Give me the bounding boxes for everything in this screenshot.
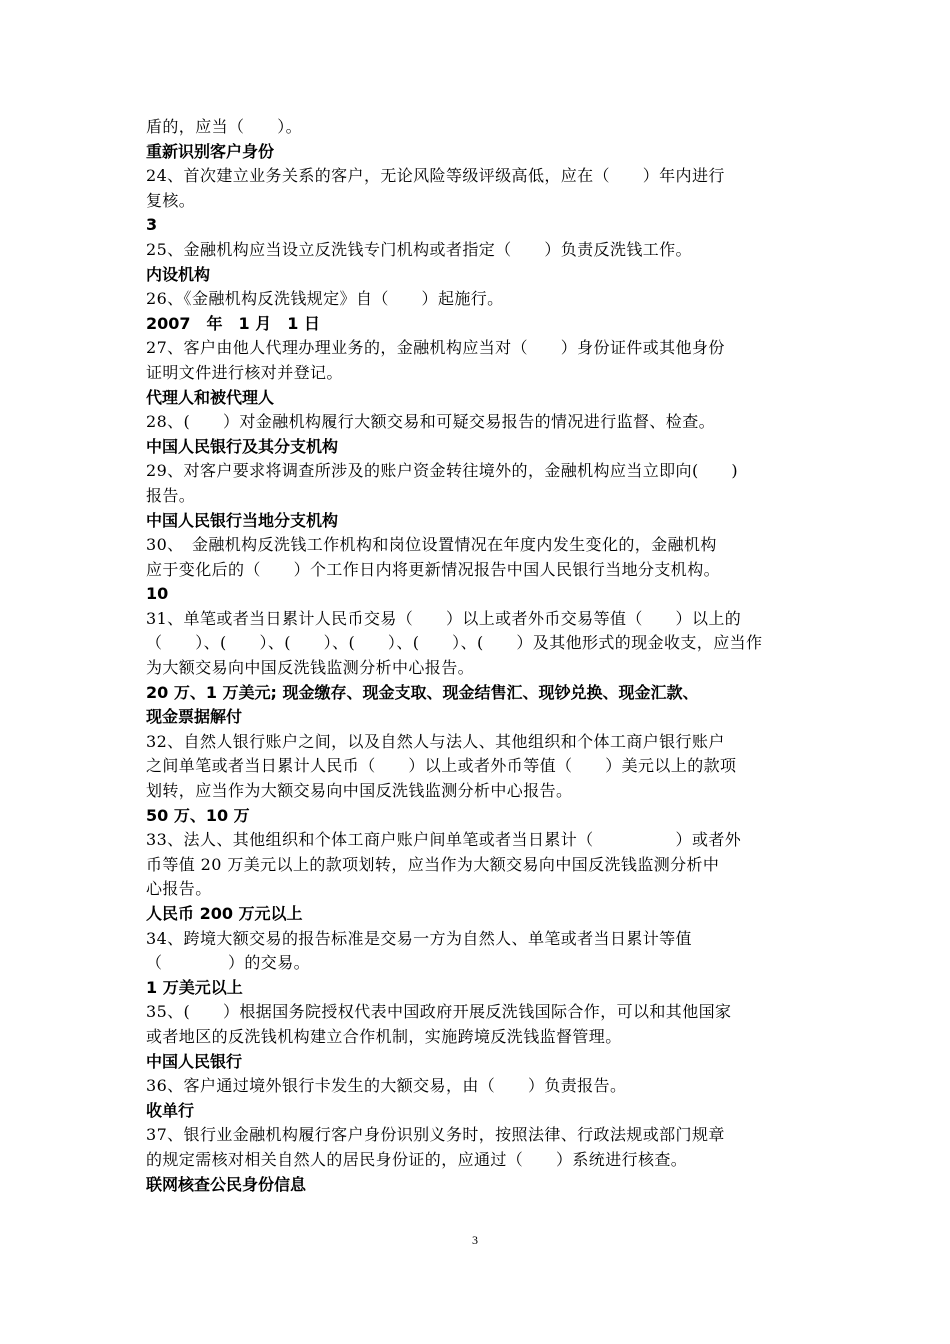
answer-line: 3 xyxy=(146,215,158,235)
answer-line: 2007 年 1 月 1 日 xyxy=(146,313,320,333)
document-body xyxy=(146,115,808,1197)
answer-line: 中国人民银行当地分支机构 xyxy=(146,510,339,530)
question-line: 应于变化后的（ ）个工作日内将更新情况报告中国人民银行当地分支机构。 xyxy=(146,559,721,579)
question-line: 32、自然人银行账户之间，以及自然人与法人、其他组织和个体工商户银行账户 xyxy=(146,731,725,751)
question-line: （ ）的交易。 xyxy=(146,953,311,973)
answer-line: 现金票据解付 xyxy=(146,707,243,727)
question-line: 26、《金融机构反洗钱规定》自（ ）起施行。 xyxy=(146,289,504,309)
question-line: 盾的，应当（ ）。 xyxy=(146,117,303,136)
question-line: 的规定需核对相关自然人的居民身份证的，应通过（ ）系统进行核查。 xyxy=(146,1149,688,1169)
question-line: （ ）、( ）、( ）、( ）、( ）、( ）及其他形式的现金收支，应当作 xyxy=(146,633,763,653)
question-line: 证明文件进行核对并登记。 xyxy=(146,362,343,382)
answer-line: 50 万、10 万 xyxy=(146,805,250,825)
question-line: 之间单笔或者当日累计人民币（ ）以上或者外币等值（ ）美元以上的款项 xyxy=(146,756,737,776)
answer-line: 中国人民银行及其分支机构 xyxy=(146,436,339,456)
question-line: 为大额交易向中国反洗钱监测分析中心报告。 xyxy=(146,658,475,678)
question-line: 币等值 20 万美元以上的款项划转，应当作为大额交易向中国反洗钱监测分析中 xyxy=(146,854,720,874)
answer-line: 代理人和被代理人 xyxy=(146,387,275,407)
question-line: 划转，应当作为大额交易向中国反洗钱监测分析中心报告。 xyxy=(146,781,573,801)
answer-line: 1 万美元以上 xyxy=(146,977,243,997)
answer-line: 联网核查公民身份信息 xyxy=(146,1174,307,1194)
question-line: 28、( ）对金融机构履行大额交易和可疑交易报告的情况进行监督、检查。 xyxy=(146,412,716,432)
answer-line: 重新识别客户身份 xyxy=(146,141,275,161)
question-line: 35、( ）根据国务院授权代表中国政府开展反洗钱国际合作，可以和其他国家 xyxy=(146,1002,732,1022)
question-line: 29、对客户要求将调查所涉及的账户资金转往境外的，金融机构应当立即向( ) xyxy=(146,461,739,481)
question-line: 30、 金融机构反洗钱工作机构和岗位设置情况在年度内发生变化的，金融机构 xyxy=(146,535,717,555)
question-line: 报告。 xyxy=(146,485,196,505)
answer-line: 20 万、1 万美元; 现金缴存、现金支取、现金结售汇、现钞兑换、现金汇款、 xyxy=(146,682,699,702)
page-number: 3 xyxy=(472,1233,478,1247)
question-line: 复核。 xyxy=(146,190,196,210)
question-line: 33、法人、其他组织和个体工商户账户间单笔或者当日累计（ ）或者外 xyxy=(146,830,742,850)
answer-line: 人民币 200 万元以上 xyxy=(146,904,303,923)
question-line: 34、跨境大额交易的报告标准是交易一方为自然人、单笔或者当日累计等值 xyxy=(146,928,692,948)
answer-line: 内设机构 xyxy=(146,264,211,284)
answer-line: 中国人民银行 xyxy=(146,1051,243,1071)
answer-line: 10 xyxy=(146,584,169,604)
question-line: 24、首次建立业务关系的客户，无论风险等级评级高低，应在（ ）年内进行 xyxy=(146,166,725,186)
question-line: 心报告。 xyxy=(146,879,212,899)
question-line: 36、客户通过境外银行卡发生的大额交易，由（ ）负责报告。 xyxy=(146,1076,627,1096)
question-line: 或者地区的反洗钱机构建立合作机制，实施跨境反洗钱监督管理。 xyxy=(146,1026,622,1046)
question-line: 27、客户由他人代理办理业务的，金融机构应当对（ ）身份证件或其他身份 xyxy=(146,338,725,358)
question-line: 37、银行业金融机构履行客户身份识别义务时，按照法律、行政法规或部门规章 xyxy=(146,1125,725,1145)
question-line: 31、单笔或者当日累计人民币交易（ ）以上或者外币交易等值（ ）以上的 xyxy=(146,608,742,628)
question-line: 25、金融机构应当设立反洗钱专门机构或者指定（ ）负责反洗钱工作。 xyxy=(146,239,692,259)
answer-line: 收单行 xyxy=(146,1100,195,1120)
